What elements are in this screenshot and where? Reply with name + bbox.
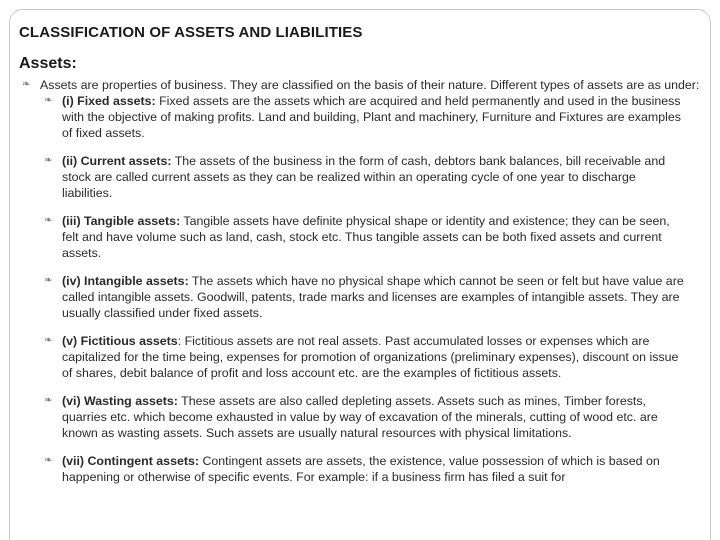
asset-item-text [62,93,684,141]
slide-content [22,77,702,485]
leaf-bullet-icon: ❧ [22,79,31,90]
asset-description: These assets are also called depleting assets. Assets such as mines, Timber forests, quarries etc. which become exhausted in value by way of excavation of the minerals, cutting of wood etc. are known as wasting assets. Such assets are usually natural resources with physical limitations. [62,394,658,440]
intro-text: Assets are properties of business. They are classified on the basis of their nature. Different types of assets are as under: [40,78,700,92]
asset-description: Tangible assets have definite physical shape or identity and existence; they can be seen, felt and have volume such as land, cash, stock etc. Thus tangible assets can be both fixed assets and current assets. [62,214,670,260]
asset-item-intangible [44,273,684,321]
asset-item-text [62,393,684,441]
asset-item-text [62,153,684,201]
asset-term: (ii) Current assets: [62,154,172,168]
asset-item-fixed [44,93,684,141]
leaf-bullet-icon: ❧ [44,395,53,406]
asset-item-wasting [44,393,684,441]
asset-term: (iv) Intangible assets: [62,274,189,288]
asset-description: Fixed assets are the assets which are acquired and held permanently and used in the business with the objective of making profits. Land and building, Plant and machinery, Furniture and Fixtures are examples of fixed assets. [62,94,681,140]
leaf-bullet-icon: ❧ [44,215,53,226]
asset-item-text [62,333,684,381]
leaf-bullet-icon: ❧ [44,455,53,466]
asset-term: (v) Fictitious assets [62,334,178,348]
asset-term: (i) Fixed assets: [62,94,156,108]
leaf-bullet-icon: ❧ [44,335,53,346]
asset-description: : Fictitious assets are not real assets. Past accumulated losses or expenses which are capitalized for the time being, expenses for promotion of organizations (preliminary expenses), discount on issue of shares, debit balance of profit and loss account etc. are the examples of fictitious assets. [62,334,679,380]
asset-item-text [62,453,684,485]
asset-item-text [62,273,684,321]
asset-term: (iii) Tangible assets: [62,214,181,228]
asset-description: Contingent assets are assets, the existence, value possession of which is based on happening or otherwise of specific events. For example: if a business firm has filed a suit for [62,454,660,484]
leaf-bullet-icon: ❧ [44,95,53,106]
asset-item-current [44,153,684,201]
leaf-bullet-icon: ❧ [44,275,53,286]
leaf-bullet-icon: ❧ [44,155,53,166]
asset-term: (vi) Wasting assets: [62,394,178,408]
asset-description: The assets which have no physical shape which cannot be seen or felt but have value are called intangible assets. Goodwill, patents, trade marks and licenses are examples of intangible assets. They are usually classified under fixed assets. [62,274,684,320]
asset-item-text [62,213,684,261]
asset-item-tangible [44,213,684,261]
asset-item-contingent [44,453,684,485]
asset-description: The assets of the business in the form of cash, debtors bank balances, bill receivable and stock are called current assets as they can be realized within an operating cycle of one year to discharge liabilities. [62,154,666,200]
section-heading-assets: Assets: [19,55,77,72]
slide-title: CLASSIFICATION OF ASSETS AND LIABILITIES [19,24,363,41]
intro-bullet [22,77,702,93]
asset-term: (vii) Contingent assets: [62,454,199,468]
asset-item-fictitious [44,333,684,381]
